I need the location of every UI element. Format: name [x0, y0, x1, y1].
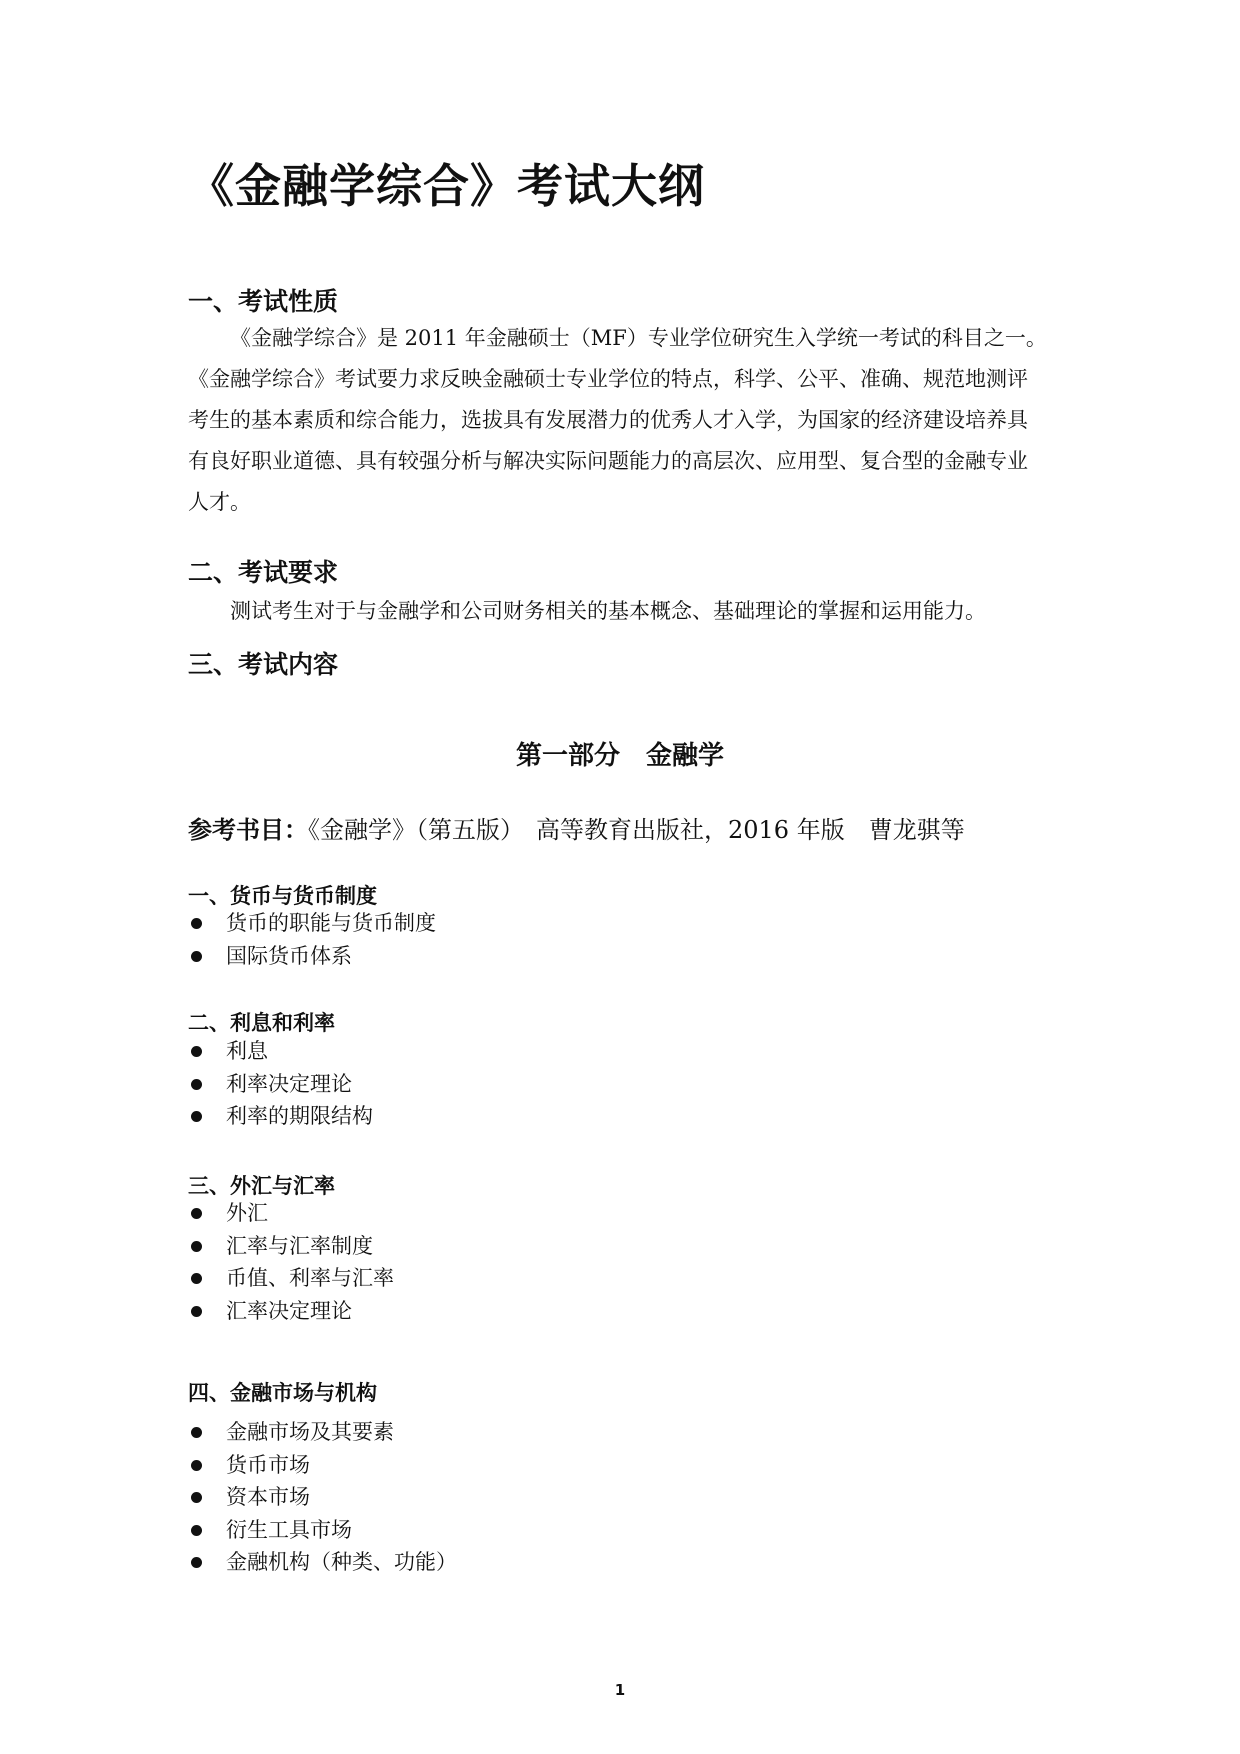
list-item: 衍生工具市场 — [188, 1514, 457, 1547]
paragraph-line: 《金融学综合》是 2011 年金融硕士（MF）专业学位研究生入学统一考试的科目之一。 — [230, 326, 1047, 350]
paragraph-line: 考生的基本素质和综合能力，选拔具有发展潜力的优秀人才入学，为国家的经济建设培养具 — [188, 408, 1028, 432]
paragraph-line: 测试考生对于与金融学和公司财务相关的基本概念、基础理论的掌握和运用能力。 — [230, 599, 986, 623]
page-number: 1 — [614, 1681, 626, 1699]
list-item: 汇率决定理论 — [188, 1295, 394, 1328]
list-item: 外汇 — [188, 1197, 394, 1230]
section-heading-content: 三、考试内容 — [188, 650, 339, 679]
topic-list — [188, 1035, 373, 1133]
section-requirements-paragraph — [188, 591, 1058, 632]
topic-list — [188, 1416, 457, 1579]
list-item: 资本市场 — [188, 1481, 457, 1514]
topic-title: 二、利息和利率 — [188, 1011, 335, 1035]
paragraph-line: 《金融学综合》考试要力求反映金融硕士专业学位的特点，科学、公平、准确、规范地测评 — [188, 367, 1028, 391]
list-item: 货币市场 — [188, 1449, 457, 1482]
list-item: 金融机构（种类、功能） — [188, 1546, 457, 1579]
section-nature-paragraph — [188, 318, 1058, 523]
reference-label: 参考书目： — [188, 816, 308, 844]
list-item: 利息 — [188, 1035, 373, 1068]
list-item: 汇率与汇率制度 — [188, 1230, 394, 1263]
list-item: 币值、利率与汇率 — [188, 1262, 394, 1295]
part-title: 第一部分 金融学 — [515, 741, 724, 771]
topic-title: 一、货币与货币制度 — [188, 884, 377, 908]
list-item: 国际货币体系 — [188, 940, 436, 973]
section-heading-nature: 一、考试性质 — [188, 287, 339, 316]
reference-books — [188, 810, 965, 845]
topic-list — [188, 907, 436, 972]
topic-list — [188, 1197, 394, 1327]
paragraph-line: 有良好职业道德、具有较强分析与解决实际问题能力的高层次、应用型、复合型的金融专业 — [188, 449, 1028, 473]
document-title: 《金融学综合》考试大纲 — [188, 159, 705, 213]
reference-text: 《金融学》（第五版） 高等教育出版社，2016 年版 曹龙骐等 — [308, 816, 965, 844]
list-item: 利率的期限结构 — [188, 1100, 373, 1133]
topic-title: 三、外汇与汇率 — [188, 1174, 335, 1198]
paragraph-line: 人才。 — [188, 490, 251, 514]
list-item: 利率决定理论 — [188, 1068, 373, 1101]
list-item: 金融市场及其要素 — [188, 1416, 457, 1449]
section-heading-requirements: 二、考试要求 — [188, 558, 339, 587]
topic-title: 四、金融市场与机构 — [188, 1381, 377, 1405]
list-item: 货币的职能与货币制度 — [188, 907, 436, 940]
